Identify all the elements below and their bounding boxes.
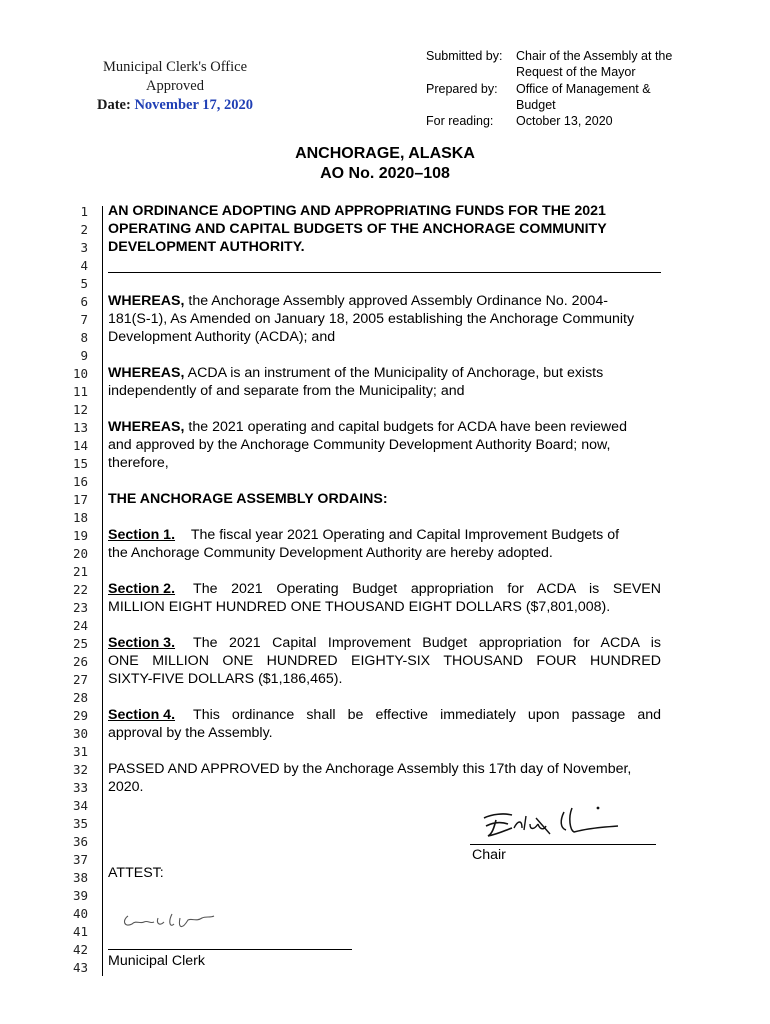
line-number: 3	[80, 240, 88, 255]
heading-place: ANCHORAGE, ALASKA	[295, 145, 475, 162]
line-number: 16	[72, 474, 88, 489]
approval-stamp	[80, 58, 270, 115]
line-number: 6	[80, 294, 88, 309]
title-divider	[108, 272, 661, 273]
reading-label: For reading:	[426, 114, 494, 128]
chair-label: Chair	[472, 847, 506, 863]
line-number: 8	[80, 330, 88, 345]
line-number: 33	[72, 780, 88, 795]
ordinance-title: AN ORDINANCE ADOPTING AND APPROPRIATING FUNDS FOR THE 2021 OPERATING AND CAPITAL BUDGETS OF THE ANCHORAGE COMMUNITY DEVELOPMENT AUTHORITY.	[108, 203, 607, 255]
line-number: 39	[72, 888, 88, 903]
heading-number: AO No. 2020–108	[320, 165, 450, 182]
line-number: 14	[72, 438, 88, 453]
stamp-date	[80, 96, 270, 115]
line-number: 31	[72, 744, 88, 759]
line-number-gutter-rule	[102, 206, 103, 976]
line-number: 7	[80, 312, 88, 327]
line-number: 41	[72, 924, 88, 939]
prepared-label: Prepared by:	[426, 82, 498, 96]
clerk-label: Municipal Clerk	[108, 953, 205, 969]
stamp-office: Municipal Clerk's Office	[102, 59, 248, 75]
submitted-label: Submitted by:	[426, 49, 503, 63]
section-4: Section 4. This ordinance shall be effective immediately upon passage and approval by the Assembly.	[108, 707, 661, 741]
line-number: 1	[80, 204, 88, 219]
clerk-signature	[118, 906, 218, 932]
line-number: 2	[80, 222, 88, 237]
section-1: Section 1. The fiscal year 2021 Operating and Capital Improvement Budgets of the Anchorage Community Development Authority are hereby adopted.	[108, 527, 620, 561]
line-number: 29	[72, 708, 88, 723]
line-number: 38	[72, 870, 88, 885]
line-number: 22	[72, 582, 88, 597]
submitted-value: Chair of the Assembly at the Request of the Mayor	[516, 49, 673, 79]
passed-and-approved: PASSED AND APPROVED by the Anchorage Assembly this 17th day of November, 2020.	[108, 761, 632, 795]
line-number: 18	[72, 510, 88, 525]
chair-signature	[478, 800, 628, 842]
line-number: 42	[72, 942, 88, 957]
reading-value: October 13, 2020	[516, 114, 613, 128]
section-3: Section 3. The 2021 Capital Improvement Budget appropriation for ACDA is ONE MILLION ONE HUNDRED EIGHTY-SIX THOUSAND FOUR HUNDRED SIXTY-FIVE DOLLARS ($1,186,465).	[108, 635, 661, 687]
line-number: 26	[72, 654, 88, 669]
line-number: 21	[72, 564, 88, 579]
line-number: 30	[72, 726, 88, 741]
line-number: 34	[72, 798, 88, 813]
stamp-date-label: Date:	[97, 97, 131, 113]
whereas-clause-2: WHEREAS, ACDA is an instrument of the Municipality of Anchorage, but exists independently of and separate from the Municipality; and	[108, 365, 604, 399]
stamp-date-value: November 17, 2020	[134, 97, 253, 113]
attest-label: ATTEST:	[108, 865, 164, 881]
line-number: 17	[72, 492, 88, 507]
line-number: 43	[72, 960, 88, 975]
line-number: 20	[72, 546, 88, 561]
whereas-clause-3: WHEREAS, the 2021 operating and capital budgets for ACDA have been reviewed and approved by the Anchorage Community Development Authority Board; now, therefore,	[108, 419, 627, 471]
line-number: 27	[72, 672, 88, 687]
line-number: 35	[72, 816, 88, 831]
whereas-clause-1: WHEREAS, the Anchorage Assembly approved Assembly Ordinance No. 2004- 181(S-1), As Amended on January 18, 2005 establishing the Anchorage Community Development Authority (ACDA); and	[108, 293, 635, 345]
line-number: 24	[72, 618, 88, 633]
line-number: 19	[72, 528, 88, 543]
line-number: 15	[72, 456, 88, 471]
line-number: 13	[72, 420, 88, 435]
line-number: 40	[72, 906, 88, 921]
line-number: 5	[80, 276, 88, 291]
line-number: 10	[72, 366, 88, 381]
line-number: 23	[72, 600, 88, 615]
line-number: 37	[72, 852, 88, 867]
section-2: Section 2. The 2021 Operating Budget appropriation for ACDA is SEVEN MILLION EIGHT HUNDRED ONE THOUSAND EIGHT DOLLARS ($7,801,008).	[108, 581, 661, 615]
line-number: 28	[72, 690, 88, 705]
clerk-signature-line	[108, 949, 352, 950]
ordains-heading: THE ANCHORAGE ASSEMBLY ORDAINS:	[108, 491, 388, 507]
line-number: 4	[80, 258, 88, 273]
line-number: 32	[72, 762, 88, 777]
line-number: 25	[72, 636, 88, 651]
line-number: 9	[80, 348, 88, 363]
line-number: 11	[72, 384, 88, 399]
line-number: 36	[72, 834, 88, 849]
line-number: 12	[72, 402, 88, 417]
stamp-approved: Approved	[146, 78, 204, 94]
chair-signature-line	[470, 844, 656, 845]
prepared-value: Office of Management & Budget	[516, 82, 651, 112]
